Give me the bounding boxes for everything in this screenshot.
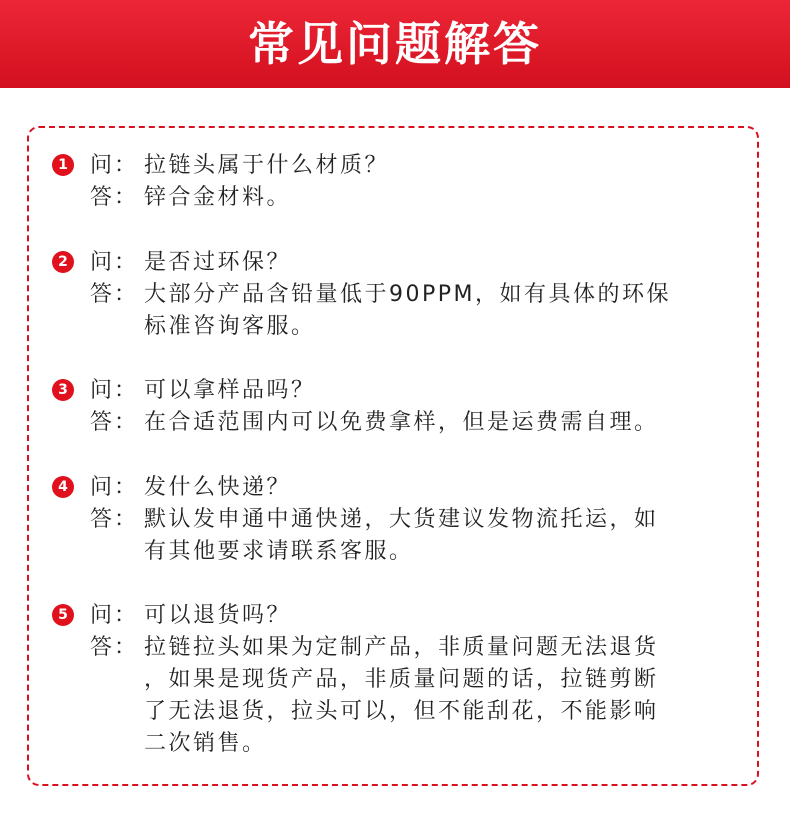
title-banner [0,0,790,88]
question-row [52,375,742,407]
faq-item [52,600,742,760]
question-label: 问： [90,603,139,628]
question-text: 是否过环保？ [144,250,292,275]
question-text: 拉链头属于什么材质？ [144,153,390,178]
answer-row [52,632,742,664]
answer-text: 二次销售。 [144,731,267,756]
answer-row [52,279,742,311]
answer-row-cont [52,728,742,760]
answer-label: 答： [90,507,139,532]
question-row [52,472,742,504]
answer-row [52,407,742,439]
question-label: 问： [90,378,139,403]
answer-row-cont [52,536,742,568]
answer-text: 在合适范围内可以免费拿样，但是运费需自理。 [144,410,659,435]
question-label: 问： [90,250,139,275]
faq-item [52,150,742,214]
question-text: 发什么快递？ [144,475,292,500]
faq-item [52,247,742,343]
question-label: 问： [90,475,139,500]
number-badge: 3 [52,379,74,401]
answer-text: 标准咨询客服。 [144,314,316,339]
answer-text: 了无法退货，拉头可以，但不能刮花，不能影响 [144,699,659,724]
answer-row [52,504,742,536]
answer-text: 拉链拉头如果为定制产品，非质量问题无法退货 [144,635,659,660]
answer-label: 答： [90,185,139,210]
number-badge: 5 [52,604,74,626]
answer-text: 大部分产品含铅量低于90PPM，如有具体的环保 [144,282,672,307]
number-badge: 1 [52,154,74,176]
answer-text: ，如果是现货产品，非质量问题的话，拉链剪断 [144,667,659,692]
question-row [52,150,742,182]
answer-row-cont [52,664,742,696]
answer-row-cont [52,696,742,728]
answer-label: 答： [90,410,139,435]
number-badge: 2 [52,251,74,273]
answer-row [52,182,742,214]
answer-label: 答： [90,282,139,307]
faq-item [52,375,742,439]
faq-item [52,472,742,568]
question-row [52,600,742,632]
answer-row-cont [52,311,742,343]
answer-label: 答： [90,635,139,660]
question-label: 问： [90,153,139,178]
page-title: 常见问题解答 [248,17,542,71]
question-text: 可以拿样品吗？ [144,378,316,403]
question-text: 可以退货吗？ [144,603,292,628]
answer-text: 默认发申通中通快递，大货建议发物流托运，如 [144,507,659,532]
question-row [52,247,742,279]
answer-text: 有其他要求请联系客服。 [144,539,414,564]
answer-text: 锌合金材料。 [144,185,292,210]
number-badge: 4 [52,476,74,498]
